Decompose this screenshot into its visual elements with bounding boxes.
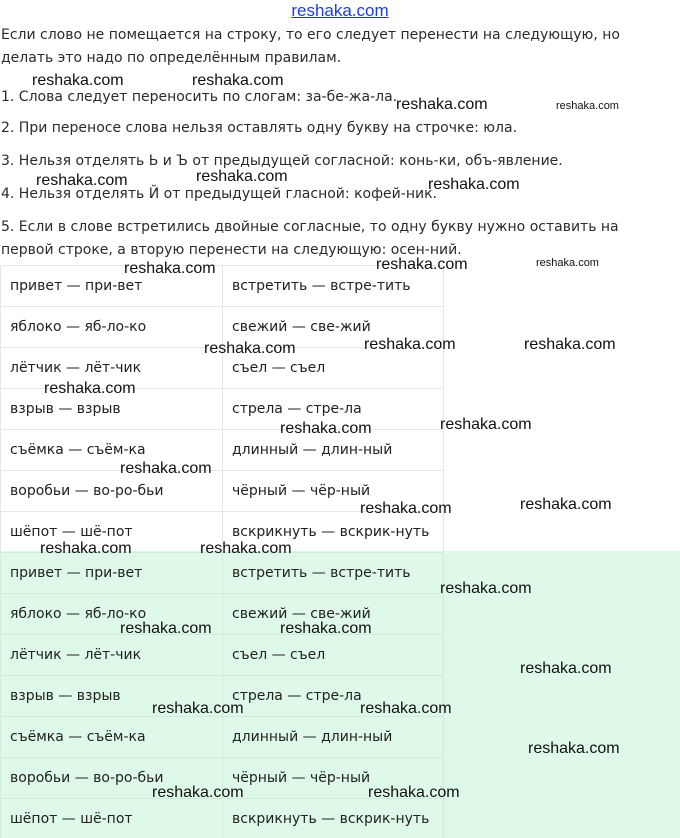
watermark: reshaka.com: [36, 172, 128, 189]
table-row: [1, 430, 444, 471]
table-cell: лётчик — лёт-чик: [1, 635, 223, 676]
watermark: reshaka.com: [396, 96, 488, 113]
rule-5: 5. Если в слове встретились двойные согласные, то одну букву нужно оставить на первой строке, а вторую перенести на следующую: осен-ний.: [1, 219, 619, 258]
watermark: reshaka.com: [120, 460, 212, 477]
watermark: reshaka.com: [204, 340, 296, 357]
table-cell: свежий — све-жий: [223, 594, 444, 635]
watermark: reshaka.com: [364, 336, 456, 353]
intro-text: Если слово не помещается на строку, то его следует перенести на следующую, но делать это надо по определённым правилам.: [1, 27, 620, 66]
table-row: [1, 799, 444, 838]
rule-3: 3. Нельзя отделять Ь и Ъ от предыдущей согласной: конь-ки, объ-явление.: [1, 153, 563, 169]
watermark: reshaka.com: [360, 700, 452, 717]
watermark: reshaka.com: [520, 496, 612, 513]
watermark: reshaka.com: [368, 784, 460, 801]
table-cell: стрела — стре-ла: [223, 389, 444, 430]
watermark: reshaka.com: [280, 420, 372, 437]
table-cell: яблоко — яб-ло-ко: [1, 307, 223, 348]
watermark: reshaka.com: [196, 168, 288, 185]
watermark: reshaka.com: [280, 620, 372, 637]
table-cell: чёрный — чёр-ный: [223, 758, 444, 799]
watermark: reshaka.com: [536, 257, 599, 269]
watermark: reshaka.com: [40, 540, 132, 557]
watermark: reshaka.com: [124, 260, 216, 277]
watermark: reshaka.com: [44, 380, 136, 397]
rule-4: 4. Нельзя отделять Й от предыдущей гласной: кофей-ник.: [1, 186, 437, 202]
watermark: reshaka.com: [152, 700, 244, 717]
watermark: reshaka.com: [440, 416, 532, 433]
site-link[interactable]: reshaka.com: [291, 1, 389, 20]
table-cell: съёмка — съём-ка: [1, 430, 223, 471]
rule-1: 1. Слова следует переносить по слогам: за-бе-жа-ла.: [1, 89, 398, 105]
table-row: [1, 553, 444, 594]
watermark: reshaka.com: [524, 336, 616, 353]
watermark: reshaka.com: [556, 100, 619, 112]
table-cell: шёпот — шё-пот: [1, 799, 223, 838]
watermark: reshaka.com: [428, 176, 520, 193]
table-cell: стрела — стре-ла: [223, 676, 444, 717]
table-cell: встретить — встре-тить: [223, 266, 444, 307]
watermark: reshaka.com: [200, 540, 292, 557]
table-cell: взрыв — взрыв: [1, 389, 223, 430]
watermark: reshaka.com: [32, 72, 124, 89]
watermark: reshaka.com: [192, 72, 284, 89]
table-row: [1, 717, 444, 758]
table-row: [1, 594, 444, 635]
watermark: reshaka.com: [152, 784, 244, 801]
table-cell: привет — при-вет: [1, 553, 223, 594]
table-row: [1, 635, 444, 676]
table-cell: длинный — длин-ный: [223, 717, 444, 758]
table-cell: съел — съел: [223, 635, 444, 676]
table-cell: съёмка — съём-ка: [1, 717, 223, 758]
table-cell: лётчик — лёт-чик: [1, 348, 223, 389]
table-cell: воробьи — во-ро-бьи: [1, 758, 223, 799]
watermark: reshaka.com: [440, 580, 532, 597]
table-cell: вскрикнуть — вскрик-нуть: [223, 512, 444, 553]
table-cell: свежий — све-жий: [223, 307, 444, 348]
table-cell: чёрный — чёр-ный: [223, 471, 444, 512]
table-cell: вскрикнуть — вскрик-нуть: [223, 799, 444, 838]
table-cell: воробьи — во-ро-бьи: [1, 471, 223, 512]
rule-2: 2. При переносе слова нельзя оставлять одну букву на строчке: юла.: [1, 120, 518, 136]
table-cell: взрыв — взрыв: [1, 676, 223, 717]
table-cell: яблоко — яб-ло-ко: [1, 594, 223, 635]
table-cell: длинный — длин-ный: [223, 430, 444, 471]
watermark: reshaka.com: [120, 620, 212, 637]
table-cell: съел — съел: [223, 348, 444, 389]
watermark: reshaka.com: [528, 740, 620, 757]
table-cell: шёпот — шё-пот: [1, 512, 223, 553]
table-cell: встретить — встре-тить: [223, 553, 444, 594]
watermark: reshaka.com: [376, 256, 468, 273]
watermark: reshaka.com: [360, 500, 452, 517]
watermark: reshaka.com: [520, 660, 612, 677]
table-cell: привет — при-вет: [1, 266, 223, 307]
